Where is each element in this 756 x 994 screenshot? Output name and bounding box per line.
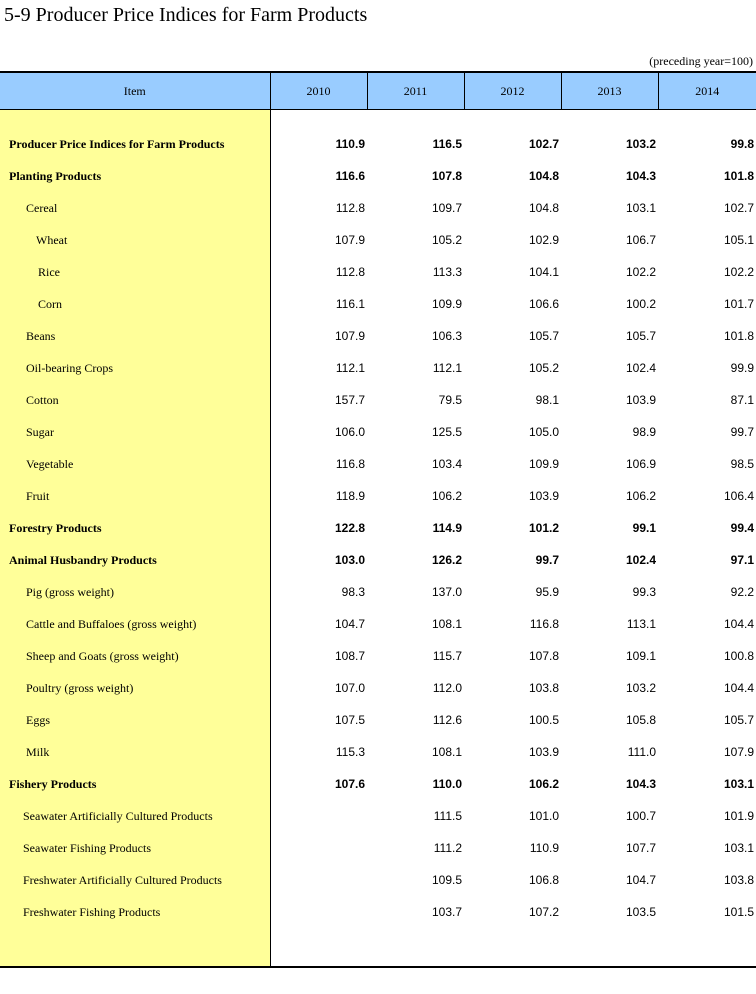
row-label: Cotton <box>0 384 270 416</box>
row-label: Oil-bearing Crops <box>0 352 270 384</box>
table-row <box>0 608 756 640</box>
value-cell: 106.8 <box>528 873 559 887</box>
value-cell: 100.2 <box>625 297 656 311</box>
column-header-year: 2010 <box>270 72 367 110</box>
value-cell: 122.8 <box>334 521 365 535</box>
table-header <box>0 72 756 110</box>
value-cell: 107.8 <box>528 649 559 663</box>
page-title: 5-9 Producer Price Indices for Farm Products <box>4 4 368 26</box>
value-cell: 103.9 <box>528 745 559 759</box>
value-cell <box>270 832 367 864</box>
value-cell: 103.1 <box>625 201 656 215</box>
value-cell: 97.1 <box>730 553 754 567</box>
value-cell: 109.9 <box>431 297 462 311</box>
value-cell: 99.7 <box>730 425 754 439</box>
value-cell: 99.9 <box>730 361 754 375</box>
value-cell: 107.8 <box>431 169 462 183</box>
value-cell <box>464 928 561 967</box>
row-label: Cereal <box>0 192 270 224</box>
value-cell: 107.5 <box>334 713 365 727</box>
value-cell: 107.9 <box>334 329 365 343</box>
value-cell: 106.9 <box>625 457 656 471</box>
value-cell: 116.1 <box>335 297 365 311</box>
table-row <box>0 672 756 704</box>
value-cell: 109.9 <box>528 457 559 471</box>
value-cell <box>561 928 658 967</box>
value-cell <box>367 928 464 967</box>
value-cell: 137.0 <box>431 585 462 599</box>
value-cell: 116.5 <box>432 137 462 151</box>
value-cell: 101.8 <box>723 329 754 343</box>
row-label: Animal Husbandry Products <box>0 544 270 576</box>
table-row <box>0 896 756 928</box>
spacer-row <box>0 110 756 129</box>
value-cell: 115.3 <box>335 745 365 759</box>
table-row <box>0 512 756 544</box>
value-cell: 116.8 <box>335 457 365 471</box>
table-row <box>0 192 756 224</box>
value-cell: 105.7 <box>625 329 656 343</box>
table-row <box>0 480 756 512</box>
value-cell: 102.4 <box>625 361 656 375</box>
column-header-year: 2014 <box>658 72 756 110</box>
value-cell: 103.2 <box>625 681 656 695</box>
value-cell: 113.3 <box>432 265 462 279</box>
value-cell: 112.8 <box>335 265 365 279</box>
value-cell: 157.7 <box>334 393 365 407</box>
item-cell <box>0 110 270 129</box>
value-cell: 98.3 <box>341 585 365 599</box>
row-label: Producer Price Indices for Farm Products <box>0 128 270 160</box>
value-cell: 106.0 <box>334 425 365 439</box>
value-cell: 104.4 <box>723 617 754 631</box>
column-header-year: 2011 <box>367 72 464 110</box>
row-label: Poultry (gross weight) <box>0 672 270 704</box>
table-row <box>0 800 756 832</box>
value-cell: 125.5 <box>431 425 462 439</box>
value-cell: 112.8 <box>335 201 365 215</box>
row-label: Fishery Products <box>0 768 270 800</box>
value-cell: 106.6 <box>528 297 559 311</box>
row-label: Sheep and Goats (gross weight) <box>0 640 270 672</box>
item-cell <box>0 928 270 967</box>
value-cell: 114.9 <box>432 521 462 535</box>
value-cell: 101.9 <box>723 809 754 823</box>
value-cell: 102.2 <box>723 265 754 279</box>
value-cell <box>270 800 367 832</box>
row-label: Planting Products <box>0 160 270 192</box>
value-cell: 101.5 <box>723 905 754 919</box>
value-cell: 102.7 <box>723 201 754 215</box>
row-label: Forestry Products <box>0 512 270 544</box>
value-cell: 107.0 <box>334 681 365 695</box>
table-row <box>0 256 756 288</box>
value-cell: 106.3 <box>431 329 462 343</box>
price-index-table <box>0 71 756 968</box>
value-cell: 102.7 <box>528 137 559 151</box>
value-cell: 111.5 <box>433 809 462 823</box>
value-cell: 111.0 <box>627 745 656 759</box>
value-cell: 103.7 <box>431 905 462 919</box>
row-label: Freshwater Artificially Cultured Products <box>0 864 270 896</box>
value-cell: 106.4 <box>723 489 754 503</box>
value-cell: 126.2 <box>431 553 462 567</box>
value-cell: 101.2 <box>528 521 559 535</box>
table-row <box>0 384 756 416</box>
unit-note: (preceding year=100) <box>649 54 753 68</box>
value-cell: 104.3 <box>625 777 656 791</box>
row-label: Pig (gross weight) <box>0 576 270 608</box>
value-cell: 99.3 <box>632 585 656 599</box>
value-cell: 116.6 <box>335 169 365 183</box>
value-cell: 103.1 <box>723 777 754 791</box>
table-row <box>0 416 756 448</box>
value-cell: 102.4 <box>625 553 656 567</box>
value-cell: 109.1 <box>625 649 656 663</box>
value-cell: 101.0 <box>528 809 559 823</box>
value-cell: 104.8 <box>528 201 559 215</box>
value-cell: 95.9 <box>535 585 559 599</box>
value-cell: 102.2 <box>625 265 656 279</box>
row-label: Rice <box>0 256 270 288</box>
value-cell: 113.1 <box>626 617 656 631</box>
value-cell: 104.7 <box>334 617 365 631</box>
row-label: Freshwater Fishing Products <box>0 896 270 928</box>
value-cell: 105.2 <box>431 233 462 247</box>
value-cell: 98.5 <box>730 457 754 471</box>
value-cell <box>270 928 367 967</box>
value-cell: 109.7 <box>431 201 462 215</box>
table-row <box>0 352 756 384</box>
value-cell: 115.7 <box>432 649 462 663</box>
value-cell <box>561 110 658 129</box>
value-cell: 104.8 <box>528 169 559 183</box>
value-cell: 118.9 <box>335 489 365 503</box>
value-cell <box>464 110 561 129</box>
value-cell: 103.1 <box>723 841 754 855</box>
column-header-year: 2013 <box>561 72 658 110</box>
value-cell: 108.1 <box>431 617 462 631</box>
value-cell: 107.7 <box>625 841 656 855</box>
value-cell: 109.5 <box>431 873 462 887</box>
value-cell: 98.1 <box>535 393 559 407</box>
table-row <box>0 544 756 576</box>
table-row <box>0 640 756 672</box>
value-cell: 107.9 <box>723 745 754 759</box>
value-cell: 104.4 <box>723 681 754 695</box>
table-row <box>0 224 756 256</box>
value-cell: 110.9 <box>529 841 559 855</box>
value-cell: 101.7 <box>723 297 754 311</box>
column-header-year: 2012 <box>464 72 561 110</box>
value-cell: 103.5 <box>625 905 656 919</box>
value-cell: 107.9 <box>334 233 365 247</box>
table-row <box>0 576 756 608</box>
value-cell: 79.5 <box>438 393 462 407</box>
row-label: Wheat <box>0 224 270 256</box>
row-label: Eggs <box>0 704 270 736</box>
table-row <box>0 704 756 736</box>
value-cell: 103.8 <box>723 873 754 887</box>
value-cell: 87.1 <box>730 393 754 407</box>
row-label: Seawater Artificially Cultured Products <box>0 800 270 832</box>
value-cell <box>270 896 367 928</box>
value-cell: 112.1 <box>432 361 462 375</box>
value-cell: 110.9 <box>335 137 365 151</box>
row-label: Fruit <box>0 480 270 512</box>
value-cell: 104.7 <box>625 873 656 887</box>
value-cell: 103.2 <box>625 137 656 151</box>
value-cell: 100.8 <box>723 649 754 663</box>
table-row <box>0 448 756 480</box>
value-cell: 103.0 <box>334 553 365 567</box>
value-cell: 112.1 <box>335 361 365 375</box>
table-row <box>0 160 756 192</box>
value-cell <box>658 110 756 129</box>
value-cell: 116.8 <box>529 617 559 631</box>
value-cell: 106.2 <box>625 489 656 503</box>
value-cell: 103.8 <box>528 681 559 695</box>
value-cell <box>270 110 367 129</box>
value-cell <box>270 864 367 896</box>
table-body <box>0 110 756 968</box>
value-cell: 99.1 <box>632 521 656 535</box>
value-cell: 105.7 <box>528 329 559 343</box>
column-header-item: Item <box>0 72 270 110</box>
value-cell: 105.1 <box>723 233 754 247</box>
value-cell: 108.7 <box>334 649 365 663</box>
row-label: Corn <box>0 288 270 320</box>
value-cell: 111.2 <box>433 841 462 855</box>
row-label: Milk <box>0 736 270 768</box>
value-cell: 104.1 <box>528 265 559 279</box>
table-row <box>0 320 756 352</box>
value-cell <box>658 928 756 967</box>
value-cell: 112.6 <box>432 713 462 727</box>
value-cell: 107.6 <box>334 777 365 791</box>
value-cell: 100.5 <box>528 713 559 727</box>
value-cell: 103.9 <box>528 489 559 503</box>
value-cell: 101.8 <box>723 169 754 183</box>
value-cell: 106.7 <box>625 233 656 247</box>
value-cell: 92.2 <box>730 585 754 599</box>
row-label: Vegetable <box>0 448 270 480</box>
value-cell: 98.9 <box>632 425 656 439</box>
value-cell: 104.3 <box>625 169 656 183</box>
value-cell: 105.0 <box>528 425 559 439</box>
table-row <box>0 768 756 800</box>
value-cell: 105.8 <box>625 713 656 727</box>
value-cell: 103.9 <box>625 393 656 407</box>
value-cell: 105.2 <box>528 361 559 375</box>
value-cell: 112.0 <box>432 681 462 695</box>
value-cell: 100.7 <box>625 809 656 823</box>
value-cell: 107.2 <box>528 905 559 919</box>
table-row <box>0 832 756 864</box>
row-label: Seawater Fishing Products <box>0 832 270 864</box>
value-cell: 108.1 <box>431 745 462 759</box>
table-row <box>0 864 756 896</box>
row-label: Beans <box>0 320 270 352</box>
table-row <box>0 736 756 768</box>
spacer-row <box>0 928 756 967</box>
value-cell <box>367 110 464 129</box>
table-row <box>0 288 756 320</box>
value-cell: 99.8 <box>730 137 754 151</box>
value-cell: 105.7 <box>723 713 754 727</box>
table-row <box>0 128 756 160</box>
value-cell: 102.9 <box>528 233 559 247</box>
row-label: Sugar <box>0 416 270 448</box>
value-cell: 103.4 <box>431 457 462 471</box>
value-cell: 110.0 <box>432 777 462 791</box>
row-label: Cattle and Buffaloes (gross weight) <box>0 608 270 640</box>
value-cell: 106.2 <box>528 777 559 791</box>
value-cell: 99.4 <box>730 521 754 535</box>
value-cell: 99.7 <box>535 553 559 567</box>
value-cell: 106.2 <box>431 489 462 503</box>
